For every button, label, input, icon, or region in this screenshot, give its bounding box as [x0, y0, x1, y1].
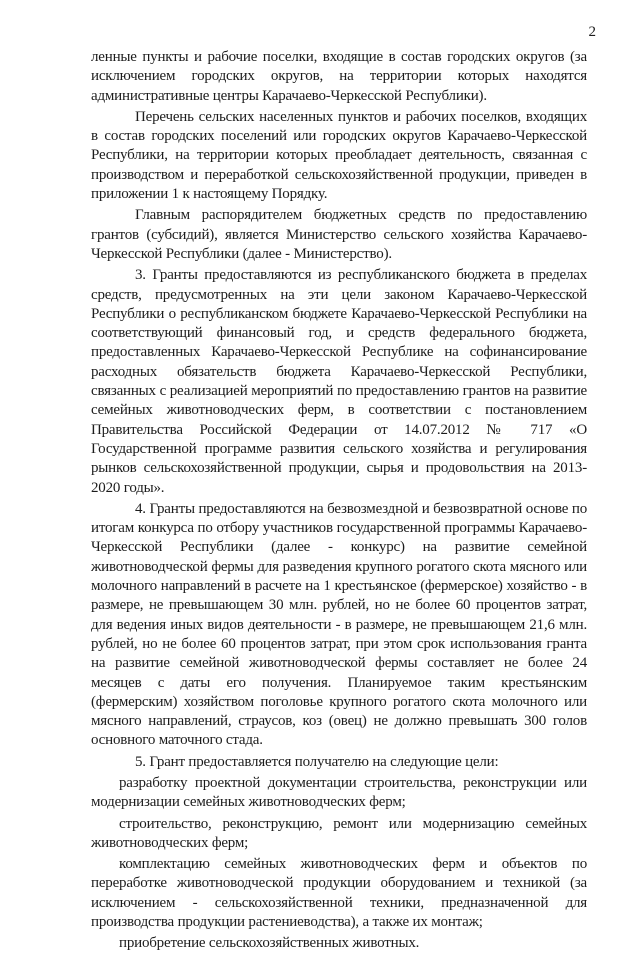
paragraph-clause-5: 5. Грант предоставляется получателю на следующие цели: — [135, 753, 499, 770]
list-item-livestock: приобретение сельскохозяйственных животных. — [119, 935, 420, 952]
document-body — [91, 48, 587, 956]
paragraph-settlements-list: Перечень сельских населенных пунктов и рабочих поселков, входящих в состав городских поселений или городских округов Карачаево-Черкесской Республики, на территории которых преобладает деятельность, связанная с производством и переработкой сельскохозяйственной продукции, приведен в приложении 1 к настоящему Порядку. — [91, 108, 587, 203]
paragraph-main-administrator: Главным распорядителем бюджетных средств по предоставлению грантов (субсидий), является Министерство сельского хозяйства Карачаево-Черкесской Республики (далее - Министерство). — [91, 207, 587, 262]
list-item-construction: строительство, реконструкцию, ремонт или модернизацию семейных животноводческих ферм; — [91, 815, 587, 851]
list-item-equipment: комплектацию семейных животноводческих ферм и объектов по переработке животноводческой продукции оборудованием и техникой (за исключением - сельскохозяйственной техники, предназначенной для производства продукции растениеводства), а также их монтаж; — [91, 856, 587, 931]
paragraph-clause-4: 4. Гранты предоставляются на безвозмездной и безвозвратной основе по итогам конкурса по отбору участников государственной программы Карачаево-Черкесской Республики (далее - конкурс) на развитие семейной животноводческой фермы для разведения крупного рогатого скота мясного или молочного направлений в расчете на 1 крестьянское (фермерское) хозяйство - в размере, не превышающем 30 млн. рублей, но не более 60 процентов затрат, для ведения иных видов деятельности - в размере, не превышающем 21,6 млн. рублей, но не более 60 процентов затрат, при этом срок использования гранта на развитие семейной животноводческой фермы составляет не более 24 месяцев с даты его получения. Планируемое таким крестьянским (фермерским) хозяйством поголовье крупного рогатого скота молочного или мясного направлений, страусов, коз (овец) не должно превышать 300 голов основного маточного стада. — [91, 500, 587, 749]
list-item-design-docs: разработку проектной документации строительства, реконструкции или модернизации семейных животноводческих ферм; — [91, 774, 587, 811]
paragraph-continuation: ленные пункты и рабочие поселки, входящие в состав городских округов (за исключением городских округов, на территории которых находятся административные центры Карачаево-Черкесской Республики). — [91, 49, 587, 104]
page-number: 2 — [588, 24, 596, 40]
paragraph-clause-3: 3. Гранты предоставляются из республиканского бюджета в пределах средств, предусмотренных на эти цели законом Карачаево-Черкесской Республики о республиканском бюджете Карачаево-Черкесской Республики на соответствующий финансовый год, и средств федерального бюджета, предоставленных Карачаево-Черкесской Республике на софинансирование расходных обязательств бюджета Карачаево-Черкесской Республики, связанных с реализацией мероприятий по предоставлению грантов на развитие семейных животноводческих ферм, в соответствии с постановлением Правительства Российской Федерации от 14.07.2012 № 717 «О Государственной программе развития сельского хозяйства и регулирования рынков сельскохозяйственной продукции, сырья и продовольствия на 2013-2020 годы». — [91, 267, 587, 496]
